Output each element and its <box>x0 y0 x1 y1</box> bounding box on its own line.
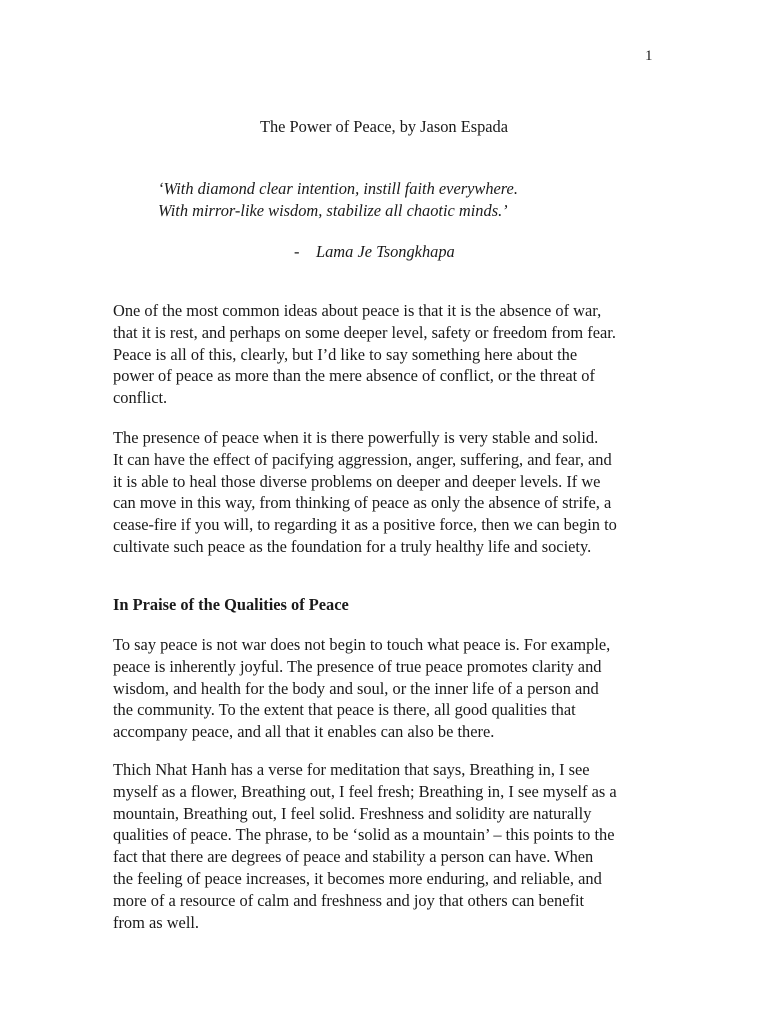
paragraph-line: peace is inherently joyful. The presence of true peace promotes clarity and <box>113 656 602 676</box>
paragraph <box>113 300 673 409</box>
paragraph-line: mountain, Breathing out, I feel solid. Freshness and solidity are naturally <box>113 803 592 823</box>
paragraph-line: that it is rest, and perhaps on some deeper level, safety or freedom from fear. <box>113 322 616 342</box>
epigraph-line: With mirror-like wisdom, stabilize all chaotic minds.’ <box>158 201 508 220</box>
paragraph-line: Thich Nhat Hanh has a verse for meditation that says, Breathing in, I see <box>113 760 590 779</box>
paragraph-line: from as well. <box>113 912 200 932</box>
epigraph <box>158 178 518 222</box>
paragraph-line: it is able to heal those diverse problems on deeper and deeper levels. If we <box>113 471 601 491</box>
document-title: The Power of Peace, by Jason Espada <box>259 117 509 136</box>
paragraph-line: more of a resource of calm and freshness and joy that others can benefit <box>113 890 585 910</box>
section-heading: In Praise of the Qualities of Peace <box>113 595 349 614</box>
paragraph-line: power of peace as more than the mere absence of conflict, or the threat of <box>113 366 595 386</box>
paragraph-line: Peace is all of this, clearly, but I’d like to say something here about the <box>113 344 578 364</box>
paragraph-line: the community. To the extent that peace is there, all good qualities that <box>113 700 576 720</box>
paragraph-line: can move in this way, from thinking of peace as only the absence of strife, a <box>113 493 612 513</box>
paragraph <box>113 759 673 933</box>
paragraph-line: wisdom, and health for the body and soul, or the inner life of a person and <box>113 678 599 698</box>
paragraph-line: It can have the effect of pacifying aggression, anger, suffering, and fear, and <box>113 449 612 469</box>
paragraph-line: myself as a flower, Breathing out, I feel fresh; Breathing in, I see myself as a <box>113 781 617 801</box>
paragraph-line: cease-fire if you will, to regarding it as a positive force, then we can begin to <box>113 515 617 535</box>
paragraph <box>113 427 673 558</box>
paragraph-line: The presence of peace when it is there powerfully is very stable and solid. <box>113 428 599 447</box>
page-number: 1 <box>645 48 653 64</box>
paragraph <box>113 634 673 743</box>
epigraph-attribution <box>294 242 455 262</box>
paragraph-line: To say peace is not war does not begin to touch what peace is. For example, <box>113 635 611 654</box>
attribution-dash: - <box>294 242 300 261</box>
epigraph-line: ‘With diamond clear intention, instill faith everywhere. <box>158 179 518 198</box>
paragraph-line: fact that there are degrees of peace and stability a person can have. When <box>113 847 594 867</box>
attribution-name: Lama Je Tsongkhapa <box>316 242 455 261</box>
paragraph-line: the feeling of peace increases, it becomes more enduring, and reliable, and <box>113 868 602 888</box>
paragraph-line: cultivate such peace as the foundation for a truly healthy life and society. <box>113 536 592 556</box>
paragraph-line: One of the most common ideas about peace is that it is the absence of war, <box>113 301 602 320</box>
paragraph-line: accompany peace, and all that it enables can also be there. <box>113 722 495 742</box>
paragraph-line: conflict. <box>113 388 168 408</box>
paragraph-line: qualities of peace. The phrase, to be ‘solid as a mountain’ – this points to the <box>113 825 615 845</box>
